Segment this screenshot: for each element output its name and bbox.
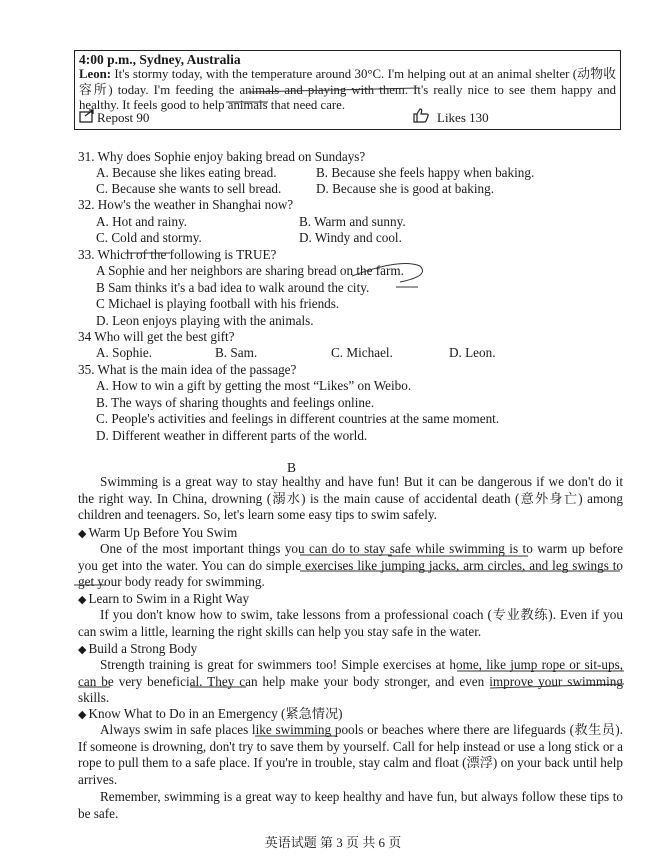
post-text: It's stormy today, with the temperature around 30°C. I'm helping out at an animal shelter (动物收容所) today. I'm feeding the animals and playing with them. It's really nice to see them happy and healthy. It feels good to help animals that need care. <box>79 67 616 112</box>
question-31: 31. Why does Sophie enjoy baking bread on Sundays? <box>78 149 366 164</box>
q34-option-a[interactable]: A. Sophie. <box>96 345 153 360</box>
tip-paragraph-1: One of the most important things you can do to stay safe while swimming is to warm up before you get into the water. You can do simple exercises like jumping jacks, arm circles, and leg swings to get your body ready for swimming. <box>78 541 623 590</box>
diamond-bullet-icon: ◆ <box>78 644 87 656</box>
repost-label: Repost 90 <box>97 110 150 125</box>
q35-option-d[interactable]: D. Different weather in different parts of the world. <box>96 428 368 443</box>
closing-paragraph: Remember, swimming is a great way to keep healthy and have fun, but always follow these tips to be safe. <box>78 789 623 821</box>
diamond-bullet-icon: ◆ <box>78 594 87 606</box>
q31-option-a[interactable]: A. Because she likes eating bread. <box>96 165 277 180</box>
post-author: Leon: <box>79 67 111 81</box>
repost-button[interactable] <box>79 109 149 127</box>
q34-option-d[interactable]: D. Leon. <box>449 345 496 360</box>
tip-paragraph-3: Strength training is great for swimmers too! Simple exercises at home, like jump rope or sit-ups, can be very beneficial. They can help make your body stronger, and even improve your swimming skills. <box>78 657 623 706</box>
post-footer <box>79 111 616 127</box>
tip-heading-4-text: Know What to Do in an Emergency (紧急情况) <box>88 706 343 721</box>
q31-option-b[interactable]: B. Because she feels happy when baking. <box>316 165 535 180</box>
q33-option-a[interactable]: A Sophie and her neighbors are sharing bread on the farm. <box>96 263 404 278</box>
tip-heading-2-text: Learn to Swim in a Right Way <box>88 591 250 606</box>
post-body <box>79 67 616 114</box>
post-time: 4:00 p.m., Sydney, Australia <box>79 52 241 67</box>
q34-option-c[interactable]: C. Michael. <box>331 345 393 360</box>
q35-option-a[interactable]: A. How to win a gift by getting the most “Likes” on Weibo. <box>96 378 412 393</box>
question-33: 33. Which of the following is TRUE? <box>78 247 277 262</box>
q33-option-d[interactable]: D. Leon enjoys playing with the animals. <box>96 313 314 328</box>
q31-option-d[interactable]: D. Because she is good at baking. <box>316 181 494 196</box>
question-35: 35. What is the main idea of the passage? <box>78 362 297 377</box>
tip-heading-4 <box>78 706 343 723</box>
q35-option-c[interactable]: C. People's activities and feelings in different countries at the same moment. <box>96 411 500 426</box>
q32-option-b[interactable]: B. Warm and sunny. <box>299 214 406 229</box>
question-34: 34 Who will get the best gift? <box>78 329 235 344</box>
passage-intro: Swimming is a great way to stay healthy and have fun! But it can be dangerous if we don't do it the right way. In China, drowning (溺水) is the main cause of accidental death (意外身亡) among children and teenagers. So, let's learn some easy tips to swim safely. <box>78 474 623 523</box>
tip-paragraph-4: Always swim in safe places like swimming pools or beaches where there are lifeguards (救生员). If someone is drowning, don't try to save them by yourself. Call for help instead or use a long stick or a rope to pull them to a safe place. If you're in trouble, stay calm and float (漂浮) on your back until help arrives. <box>78 722 623 787</box>
tip-heading-3 <box>78 641 197 658</box>
likes-label: Likes 130 <box>437 109 489 125</box>
tip-heading-1-text: Warm Up Before You Swim <box>88 525 238 540</box>
repost-icon <box>79 109 95 127</box>
q32-option-a[interactable]: A. Hot and rainy. <box>96 214 188 229</box>
tip-paragraph-2: If you don't know how to swim, take lessons from a professional coach (专业教练). Even if you can swim a little, learning the right skills can help you stay safe in the water. <box>78 607 623 639</box>
social-post <box>74 50 621 130</box>
q34-option-b[interactable]: B. Sam. <box>215 345 258 360</box>
tip-heading-2 <box>78 591 249 608</box>
tip-heading-1 <box>78 525 237 542</box>
q31-option-c[interactable]: C. Because she wants to sell bread. <box>96 181 282 196</box>
page-footer: 英语试题 第 3 页 共 6 页 <box>264 835 402 850</box>
diamond-bullet-icon: ◆ <box>78 528 87 540</box>
q32-option-d[interactable]: D. Windy and cool. <box>299 230 402 245</box>
q35-option-b[interactable]: B. The ways of sharing thoughts and feelings online. <box>96 395 375 410</box>
section-b-title: B <box>287 460 297 475</box>
question-32: 32. How's the weather in Shanghai now? <box>78 197 294 212</box>
thumbs-up-icon <box>413 108 429 127</box>
q33-option-b[interactable]: B Sam thinks it's a bad idea to walk around the city. <box>96 280 370 295</box>
q33-option-c[interactable]: C Michael is playing football with his friends. <box>96 296 340 311</box>
tip-heading-3-text: Build a Strong Body <box>88 641 198 656</box>
diamond-bullet-icon: ◆ <box>78 709 87 721</box>
like-button[interactable] <box>413 108 489 127</box>
q32-option-c[interactable]: C. Cold and stormy. <box>96 230 202 245</box>
